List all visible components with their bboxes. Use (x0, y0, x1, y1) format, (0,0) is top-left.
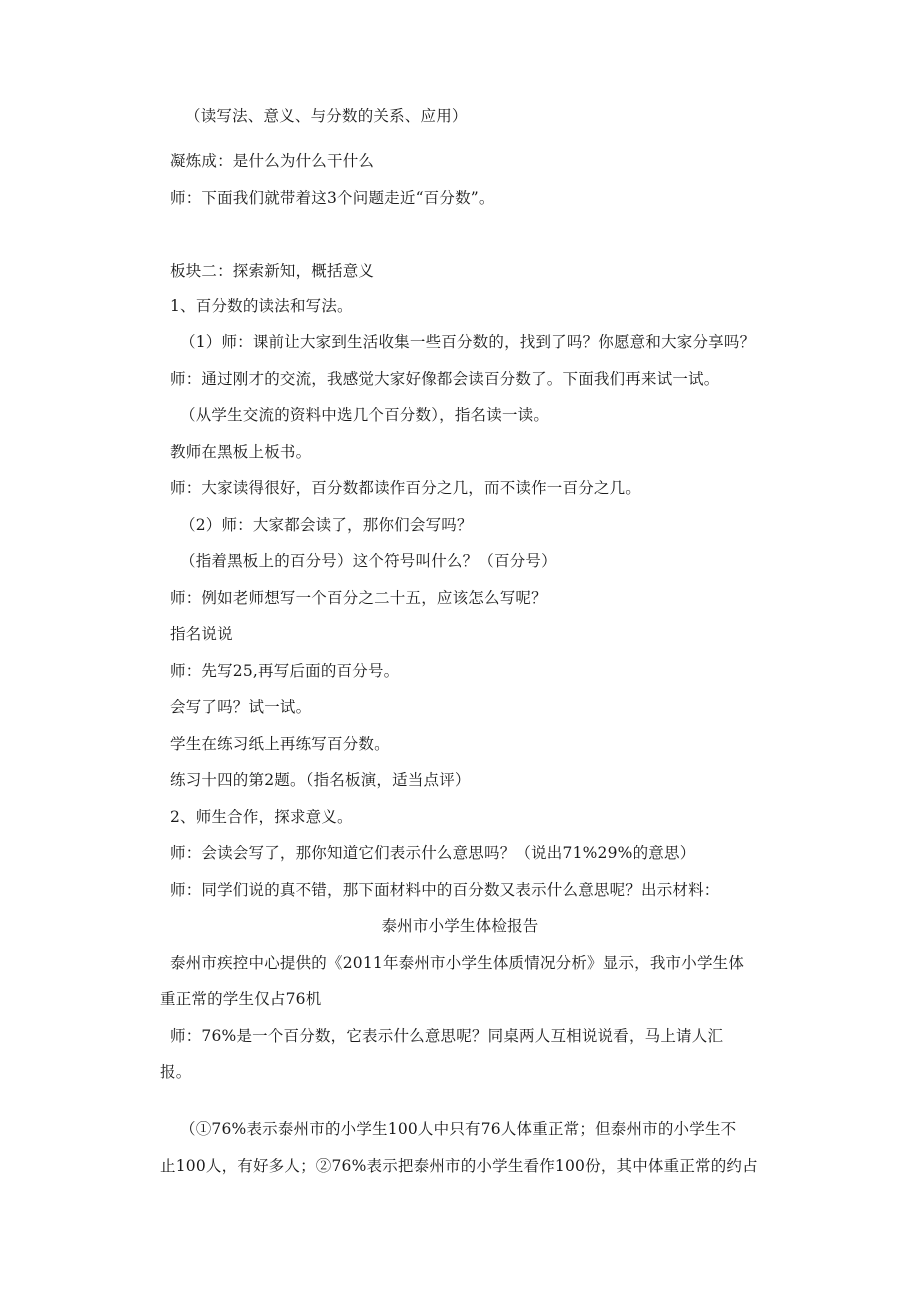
material-title: 泰州市小学生体检报告 (381, 917, 539, 935)
text-line: 师：通过刚才的交流，我感觉大家好像都会读百分数了。下面我们再来试一试。 (170, 370, 720, 388)
text-line: 师：大家读得很好，百分数都读作百分之几，而不读作一百分之几。 (170, 479, 642, 497)
text-line-condensed: 凝炼成：是什么为什么干什么 (170, 152, 375, 170)
section-heading: 板块二：探索新知，概括意义 (170, 262, 375, 280)
text-line: 指名说说 (170, 625, 233, 643)
text-line: 师：同学们说的真不错，那下面材料中的百分数又表示什么意思呢？出示材料： (170, 881, 720, 899)
text-line: 学生在练习纸上再练写百分数。 (170, 735, 390, 753)
text-line: 教师在黑板上板书。 (170, 443, 312, 461)
subsection-heading-1: 1、百分数的读法和写法。 (170, 297, 353, 315)
text-line: 止100人，有好多人；②76%表示把泰州市的小学生看作100份，其中体重正常的约占 (160, 1157, 758, 1175)
text-line: 会写了吗？试一试。 (170, 698, 312, 716)
subsection-heading-2: 2、师生合作，探求意义。 (170, 808, 353, 826)
text-line: 师：例如老师想写一个百分之二十五，应该怎么写呢？ (170, 589, 547, 607)
text-line: 报。 (160, 1063, 192, 1081)
text-line: 师：会读会写了，那你知道它们表示什么意思吗？（说出71%29%的意思） (170, 844, 696, 862)
text-line-teacher-intro: 师：下面我们就带着这3个问题走近“百分数”。 (170, 189, 495, 207)
text-line-topics: （读写法、意义、与分数的关系、应用） (185, 107, 468, 125)
text-line: 泰州市疾控中心提供的《2011年泰州市小学生体质情况分析》显示，我市小学生体 (170, 954, 745, 972)
text-line: （指着黑板上的百分号）这个符号叫什么？（百分号） (180, 552, 557, 570)
text-line: （①76%表示泰州市的小学生100人中只有76人体重正常；但泰州市的小学生不 (180, 1120, 737, 1138)
text-line: 练习十四的第2题。（指名板演，适当点评） (170, 771, 471, 789)
text-line: 师：76%是一个百分数，它表示什么意思呢？同桌两人互相说说看，马上请人汇 (170, 1027, 724, 1045)
text-line: 师：先写25,再写后面的百分号。 (170, 662, 400, 680)
text-line: 重正常的学生仅占76机 (160, 990, 322, 1008)
text-line: （1）师：课前让大家到生活收集一些百分数的，找到了吗？你愿意和大家分享吗？ (180, 333, 756, 351)
text-line: （2）师：大家都会读了，那你们会写吗？ (180, 516, 473, 534)
text-line: （从学生交流的资料中选几个百分数），指名读一读。 (180, 406, 550, 424)
